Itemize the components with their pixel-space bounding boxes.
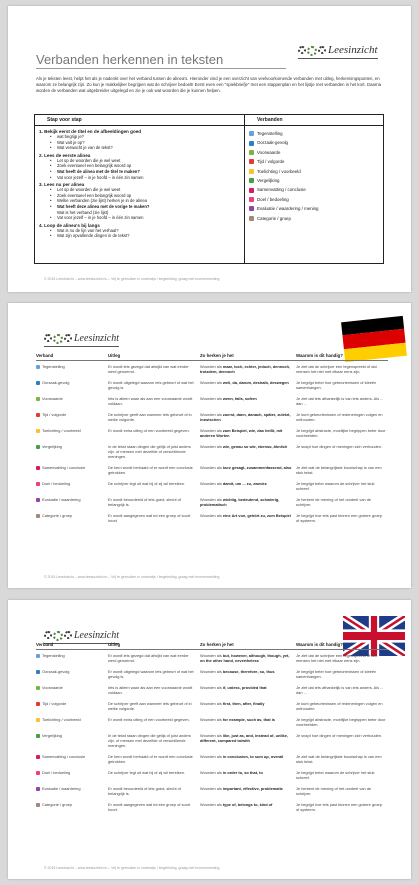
verband-name: Evaluatie / waardering <box>42 497 81 502</box>
signal-words: type of, belongs to, kind of <box>222 802 273 807</box>
verband-cell <box>36 409 108 425</box>
verband-icon <box>36 482 40 486</box>
column-header: Uitleg <box>108 353 200 361</box>
waarom-cell: Je ziet wat de belangrijkste boodschap is van een stuk tekst. <box>296 465 382 475</box>
table-row <box>36 714 388 730</box>
uitleg-cell: Er wordt aangegeven wat tot een groep of soort hoort. <box>108 802 191 812</box>
verband-name: Vergelijking <box>42 733 62 738</box>
column-header: Waarom is dit handig? <box>296 642 388 650</box>
herken-prefix: Woorden als <box>200 802 223 807</box>
waarom-cell: Je begrijpt abstracte, moeilijke begrippen beter door voorbeelden. <box>296 428 386 438</box>
verband-label: Toelichting / voorbeeld <box>257 168 301 174</box>
logo-text: Leesinzicht <box>74 630 119 641</box>
verband-item <box>249 195 379 204</box>
verband-cell <box>36 682 108 698</box>
verband-cell <box>36 425 108 441</box>
verband-icon <box>36 718 40 722</box>
herken-prefix: Woorden als <box>200 412 223 417</box>
gears-icon <box>44 631 72 641</box>
verband-label: Doel / bedoeling <box>257 196 289 202</box>
gears-icon <box>298 46 326 56</box>
table-row <box>36 441 388 462</box>
step-title: 2. Lees de eerste alinea <box>39 152 91 158</box>
herken-cell <box>200 510 296 526</box>
leesinzicht-logo <box>44 333 119 344</box>
verband-name: Oorzaak-gevolg <box>42 669 70 674</box>
herken-prefix: Woorden als <box>200 481 223 486</box>
verband-icon <box>36 686 40 690</box>
verband-cell <box>36 767 108 783</box>
table-row <box>36 361 388 378</box>
verband-icon <box>249 178 254 183</box>
herken-cell <box>200 425 296 441</box>
column-header: Zo herken je het <box>200 353 296 361</box>
herken-cell <box>200 361 296 378</box>
verband-cell <box>36 698 108 714</box>
waarom-cell: Je begrijpt hoe iets past binnen een grotere groep of systeem. <box>296 802 382 812</box>
table-row <box>36 799 388 815</box>
uitleg-cell: In de tekst staan dingen die gelijk of juist anders zijn. of mensen met dezelfde of verschillende meningen. <box>108 733 191 748</box>
herken-cell <box>200 698 296 714</box>
herken-prefix: Woorden als <box>200 428 223 433</box>
verband-icon <box>36 734 40 738</box>
verband-name: Samenvatting / conclusie <box>42 754 86 759</box>
uitleg-cell: Er wordt extra uitleg of een voorbeeld gegeven. <box>108 428 190 433</box>
verband-label: Categorie / groep <box>257 215 291 221</box>
verbanden-column <box>245 115 383 263</box>
herken-cell <box>200 462 296 478</box>
verband-name: Tijd / volgorde <box>42 701 67 706</box>
table-row <box>36 510 388 526</box>
step-item: • wat begrijp je? <box>39 134 240 140</box>
signal-words: eine Art von, gehört zu, zum Beispiel <box>222 513 291 518</box>
uitleg-cell: De schrijver legt uit wat hij of zij wil bereiken. <box>108 770 185 775</box>
verband-icon <box>36 514 40 518</box>
german-table <box>36 353 388 526</box>
waarom-cell: Je begrijpt beter hoe gebeurtenissen of ideeën samenhangen. <box>296 669 377 679</box>
herken-cell <box>200 682 296 698</box>
verband-cell <box>36 783 108 799</box>
uitleg-cell: De kern wordt herhaald of er wordt een conclusie getrokken. <box>108 465 193 475</box>
verband-cell <box>36 478 108 494</box>
verband-name: Tegenstelling <box>42 364 65 369</box>
herken-prefix: Woorden als <box>200 733 223 738</box>
english-table <box>36 642 388 815</box>
signal-words: if, unless, provided that <box>222 685 267 690</box>
signal-words: in conclusion, to sum up, overall <box>222 754 284 759</box>
table-header <box>36 642 388 650</box>
column-header: Verband <box>36 353 108 361</box>
steps-list <box>39 129 240 239</box>
herken-prefix: Woorden als <box>200 786 223 791</box>
herken-cell <box>200 478 296 494</box>
verband-name: Tegenstelling <box>42 653 65 658</box>
verband-cell <box>36 393 108 409</box>
verband-name: Doel / bedoeling <box>42 770 71 775</box>
verband-name: Toelichting / voorbeeld <box>42 428 81 433</box>
herken-prefix: Woorden als <box>200 513 223 518</box>
step-item: Wat is het verband (zie lijst) <box>57 209 109 215</box>
verband-icon <box>36 498 40 502</box>
waarom-cell: Je ziet wat de belangrijkste boodschap is van een stuk tekst. <box>296 754 382 764</box>
table-row <box>36 751 388 767</box>
herken-prefix: Woorden als <box>200 444 223 449</box>
table-row <box>36 425 388 441</box>
signal-words: important, effective, problematic <box>222 786 283 791</box>
verband-name: Voorwaarde <box>42 396 63 401</box>
herken-cell <box>200 666 296 682</box>
herken-prefix: Woorden als <box>200 465 223 470</box>
waarom-cell: Je begrijpt beter hoe gebeurtenissen of ideeën samenhangen. <box>296 380 377 390</box>
verband-label: Tegenstelling <box>257 131 283 136</box>
herken-cell <box>200 730 296 751</box>
verband-name: Doel / bedoeling <box>42 481 71 486</box>
table-row <box>36 767 388 783</box>
uitleg-cell: Er wordt beoordeeld of iets goed, slecht of belangrijk is. <box>108 497 181 507</box>
step-item: • Wat heeft de alinea met de titel te maken? <box>39 169 240 175</box>
step-item: • Wat zijn opvallende dingen in de tekst? <box>39 233 240 239</box>
signal-words: zum Beispiel, wie, das heißt, mit anderen Worten <box>200 428 283 438</box>
verband-item <box>249 176 379 185</box>
page-footer: © 2015 Leesinzicht – www.leesinzicht.nu – Vrij te gebruiken in onderwijs / begeleiding, graag met bronvermelding <box>44 575 220 579</box>
verband-name: Oorzaak-gevolg <box>42 380 70 385</box>
verband-icon <box>249 150 254 155</box>
herken-cell <box>200 377 296 393</box>
verband-icon <box>36 654 40 658</box>
verband-label: Voorwaarde <box>257 149 281 155</box>
verband-item <box>249 204 379 213</box>
waarom-cell: Je ziet dat de schrijver een tegenspreekt of dat mensen het niet met elkaar eens zijn. <box>296 653 377 663</box>
verband-icon <box>36 755 40 759</box>
herken-prefix: Woorden als <box>200 669 223 674</box>
verband-icon <box>249 197 254 202</box>
verband-icon <box>36 445 40 449</box>
verband-label: Oorzaak-gevolg <box>257 140 288 146</box>
verband-icon <box>249 141 254 146</box>
uitleg-cell: Er wordt uitgelegd waarom iets gebeurt of wat het gevolg is. <box>108 380 194 390</box>
herken-cell <box>200 783 296 799</box>
herken-cell <box>200 441 296 462</box>
verband-icon <box>36 429 40 433</box>
herken-cell <box>200 751 296 767</box>
signal-words: kurz gesagt, zusammenfassend, also <box>222 465 292 470</box>
waarom-cell: Je begrijpt abstracte, moeilijke begrippen beter door voorbeelden. <box>296 717 386 727</box>
intro-paragraph: Als je teksten leest, helpt het als je nadenkt over het verband tussen de alinea's. Hieronder vind je een overzicht van veelvoorkomende verbanden met uitleg, herkenningspunten, en waarom ze belangrijk zijn. Zo kun je makkelijker begrijpen wat de schrijver bedoelt! Eerst even een "spiekbriefje" met een stappenplan en het lijstje met verbanden in het kort. Daarna worden de verbanden wat uitgebreider uitgelegd en zie je ook wat woorden die je kunnen helpen. <box>36 76 382 94</box>
table-row <box>36 698 388 714</box>
verband-icon <box>249 206 254 211</box>
signal-words: first, then, after, finally <box>222 701 265 706</box>
uitleg-cell: De schrijver geeft aan wanneer iets gebeurt of in welke volgorde. <box>108 701 192 711</box>
table-row <box>36 783 388 799</box>
gears-icon <box>44 334 72 344</box>
signal-words: wichtig, bedeutend, schwierig, problematisch <box>200 497 280 507</box>
signal-words: wie, genau so wie, ebenso, ähnlich <box>222 444 288 449</box>
verband-icon <box>249 131 254 136</box>
herken-cell <box>200 393 296 409</box>
herken-prefix: Woorden als <box>200 380 223 385</box>
uitleg-cell: De schrijver legt uit wat hij of zij wil bereiken. <box>108 481 185 486</box>
table-header <box>36 353 388 361</box>
table-row <box>36 377 388 393</box>
herken-prefix: Woorden als <box>200 754 223 759</box>
waarom-cell: Je herkent de mening of het oordeel van de schrijver. <box>296 497 372 507</box>
uitleg-cell: Iets is alleen waar als aan een voorwaarde wordt voldaan. <box>108 396 193 406</box>
verband-name: Vergelijking <box>42 444 62 449</box>
table-row <box>36 730 388 751</box>
waarom-cell: Je ziet dat iets afhankelijk is van iets anders. Als ... dan ... <box>296 685 384 695</box>
page-3 <box>8 600 411 879</box>
column-header: Uitleg <box>108 642 200 650</box>
verband-item <box>249 148 379 157</box>
verband-item <box>249 129 379 138</box>
step-item: • Wat verwacht je van de tekst? <box>39 145 240 151</box>
table-row <box>36 478 388 494</box>
uitleg-cell: Er wordt uitgelegd waarom iets gebeurt of wat het gevolg is. <box>108 669 194 679</box>
page-footer: © 2015 Leesinzicht – www.leesinzicht.nu – Vrij te gebruiken in onderwijs / begeleiding, graag met bronvermelding <box>44 866 220 870</box>
step-item: • Wat valt je op? <box>39 140 240 146</box>
verband-name: Categorie / groep <box>42 802 73 807</box>
herken-prefix: Woorden als <box>200 770 223 775</box>
waarom-cell: Je begrijpt beter waarom de schrijver het stuk schreef. <box>296 481 375 491</box>
step-item: • Zoek eventueel een belangrijk woord op <box>39 163 240 169</box>
waarom-cell: Je begrijpt beter waarom de schrijver het stuk schreef. <box>296 770 375 780</box>
column-header: Waarom is dit handig? <box>296 353 388 361</box>
uitleg-cell: Er wordt beoordeeld of iets goed, slecht of belangrijk is. <box>108 786 181 796</box>
herken-cell <box>200 409 296 425</box>
step-item: • Vat voor jezelf – in je hoofd – in één zin samen <box>39 215 240 221</box>
table-row <box>36 409 388 425</box>
verband-icon <box>36 413 40 417</box>
signal-words: like, just as, and, instead of, unlike, different, compared to/with <box>200 733 288 743</box>
signal-words: for example, such as, that is <box>222 717 275 722</box>
verband-item <box>249 185 379 194</box>
verband-icon <box>36 771 40 775</box>
step-item: • Welke verbanden (zie lijst) herken je in de alinea <box>39 198 240 204</box>
uitleg-cell: De kern wordt herhaald of er wordt een conclusie getrokken. <box>108 754 193 764</box>
uitleg-cell: De schrijver geeft aan wanneer iets gebeurt of in welke volgorde. <box>108 412 192 422</box>
step-item: • Zoek eventueel een belangrijk woord op <box>39 193 240 199</box>
waarom-cell: Je kunt gebeurtenissen of redeneringen volgen en onthouden. <box>296 701 383 711</box>
step-title: 4. Loop de alinea's bij langs <box>39 222 100 228</box>
herken-prefix: Woorden als <box>200 701 223 706</box>
steps-column <box>35 115 245 263</box>
uitleg-cell: Iets is alleen waar als aan een voorwaarde wordt voldaan. <box>108 685 193 695</box>
table-row <box>36 393 388 409</box>
signal-words: wenn, falls, sofern <box>222 396 257 401</box>
verband-item <box>249 157 379 166</box>
step-item: • Wat is nu de lijn van het verhaal? <box>39 228 240 234</box>
table-row <box>36 682 388 698</box>
verband-icon <box>249 169 254 174</box>
verband-item <box>249 138 379 147</box>
verband-name: Voorwaarde <box>42 685 63 690</box>
verband-cell <box>36 650 108 667</box>
verband-label: Tijd / volgorde <box>257 159 285 165</box>
waarom-cell: Je kunt gebeurtenissen of redeneringen volgen en onthouden. <box>296 412 383 422</box>
verband-icon <box>36 397 40 401</box>
page-footer: © 2015 Leesinzicht – www.leesinzicht.nu – Vrij te gebruiken in onderwijs / begeleiding, graag met bronvermelding <box>44 277 220 281</box>
verband-cell <box>36 510 108 526</box>
verband-cell <box>36 666 108 682</box>
uitleg-cell: In de tekst staan dingen die gelijk of juist anders zijn. of mensen met dezelfde of verschillende meningen. <box>108 444 191 459</box>
verband-cell <box>36 441 108 462</box>
signal-words: weil, da, darum, deshalb, deswegen <box>222 380 289 385</box>
table-row <box>36 494 388 510</box>
verband-item <box>249 167 379 176</box>
waarom-cell: Je begrijpt hoe iets past binnen een grotere groep of systeem. <box>296 513 382 523</box>
herken-cell <box>200 650 296 667</box>
verband-item <box>249 214 379 223</box>
verband-cell <box>36 361 108 378</box>
signal-words: because, therefore, so, thus <box>222 669 275 674</box>
uitleg-cell: Er wordt aangegeven wat tot een groep of soort hoort. <box>108 513 191 523</box>
verband-icon <box>36 466 40 470</box>
leesinzicht-logo <box>44 630 119 641</box>
verband-label: Vergelijking <box>257 178 280 184</box>
logo-text: Leesinzicht <box>74 333 119 344</box>
herken-cell <box>200 714 296 730</box>
summary-box <box>34 114 384 264</box>
waarom-cell: Je snapt hoe dingen of meningen zich verhouden. <box>296 444 383 449</box>
waarom-cell: Je ziet dat de schrijver een tegenspreekt of dat mensen het niet met elkaar eens zijn. <box>296 364 377 374</box>
title-underline <box>36 68 286 69</box>
verbanden-list <box>249 129 379 223</box>
verband-cell <box>36 751 108 767</box>
verband-icon <box>36 803 40 807</box>
verband-icon <box>249 216 254 221</box>
verband-name: Evaluatie / waardering <box>42 786 81 791</box>
waarom-cell: Je herkent de mening of het oordeel van de schrijver. <box>296 786 372 796</box>
uitleg-cell: Er wordt iets gezegd dat afwijkt van wat eerder werd genoemd. <box>108 364 189 374</box>
signal-words: damit, um ... zu, zwecks <box>222 481 267 486</box>
verbanden-header: Verbanden <box>245 117 383 126</box>
verband-icon <box>36 670 40 674</box>
uitleg-cell: Er wordt extra uitleg of een voorbeeld gegeven. <box>108 717 190 722</box>
leesinzicht-logo <box>298 44 378 56</box>
signal-words: zuerst, dann, danach, später, zuletzt, inzwischen <box>200 412 291 422</box>
signal-words: in order to, so that, to <box>222 770 263 775</box>
verband-icon <box>36 381 40 385</box>
verband-icon <box>36 702 40 706</box>
logo-text: Leesinzicht <box>328 44 378 56</box>
verband-icon <box>249 159 254 164</box>
column-header: Zo herken je het <box>200 642 296 650</box>
table-row <box>36 650 388 667</box>
table-row <box>36 462 388 478</box>
herken-prefix: Woorden als <box>200 364 223 369</box>
page-title: Verbanden herkennen in teksten <box>36 52 224 67</box>
waarom-cell: Je snapt hoe dingen of meningen zich verhouden. <box>296 733 383 738</box>
step-item: • Let op de woorden die je wel weet <box>39 187 240 193</box>
verband-icon <box>36 787 40 791</box>
herken-prefix: Woorden als <box>200 497 223 502</box>
step-item: • Let op de woorden die je wel weet <box>39 158 240 164</box>
herken-prefix: Woorden als <box>200 396 223 401</box>
herken-cell <box>200 767 296 783</box>
verband-label: Evaluatie / waardering / mening <box>257 206 319 212</box>
verband-name: Categorie / groep <box>42 513 73 518</box>
herken-prefix: Woorden als <box>200 685 223 690</box>
page-1 <box>8 6 411 292</box>
step-item: • Vat voor jezelf – in je hoofd – in één zin samen <box>39 175 240 181</box>
step-title: 1. Bekijk eerst de titel en de afbeeldingen goed <box>39 129 142 134</box>
herken-prefix: Woorden als <box>200 717 223 722</box>
steps-header: Stap voor stap <box>35 117 244 126</box>
step-title: 3. Lees nu per alinea <box>39 182 85 188</box>
verband-name: Toelichting / voorbeeld <box>42 717 81 722</box>
herken-cell <box>200 799 296 815</box>
verband-name: Samenvatting / conclusie <box>42 465 86 470</box>
page-2 <box>8 303 411 588</box>
herken-cell <box>200 494 296 510</box>
verband-label: Samenvatting / conclusie <box>257 187 306 193</box>
step-item: • Wat heeft deze alinea met de vorige te maken? <box>39 204 240 210</box>
verband-cell <box>36 494 108 510</box>
herken-prefix: Woorden als <box>200 653 223 658</box>
uitleg-cell: Er wordt iets gezegd dat afwijkt van wat eerder werd genoemd. <box>108 653 189 663</box>
table-row <box>36 666 388 682</box>
verband-cell <box>36 799 108 815</box>
verband-icon <box>249 188 254 193</box>
verband-cell <box>36 462 108 478</box>
signal-words: maar, toch, echter, jedoch, dennoch, trotzdem, dennoch <box>200 364 291 374</box>
column-header: Verband <box>36 642 108 650</box>
verband-name: Tijd / volgorde <box>42 412 67 417</box>
verband-cell <box>36 714 108 730</box>
verband-cell <box>36 377 108 393</box>
verband-cell <box>36 730 108 751</box>
waarom-cell: Je ziet dat iets afhankelijk is van iets anders. Als ... dan ... <box>296 396 384 406</box>
verband-icon <box>36 365 40 369</box>
signal-words: but, however, although, though, yet, on the other hand, nevertheless <box>200 653 290 663</box>
